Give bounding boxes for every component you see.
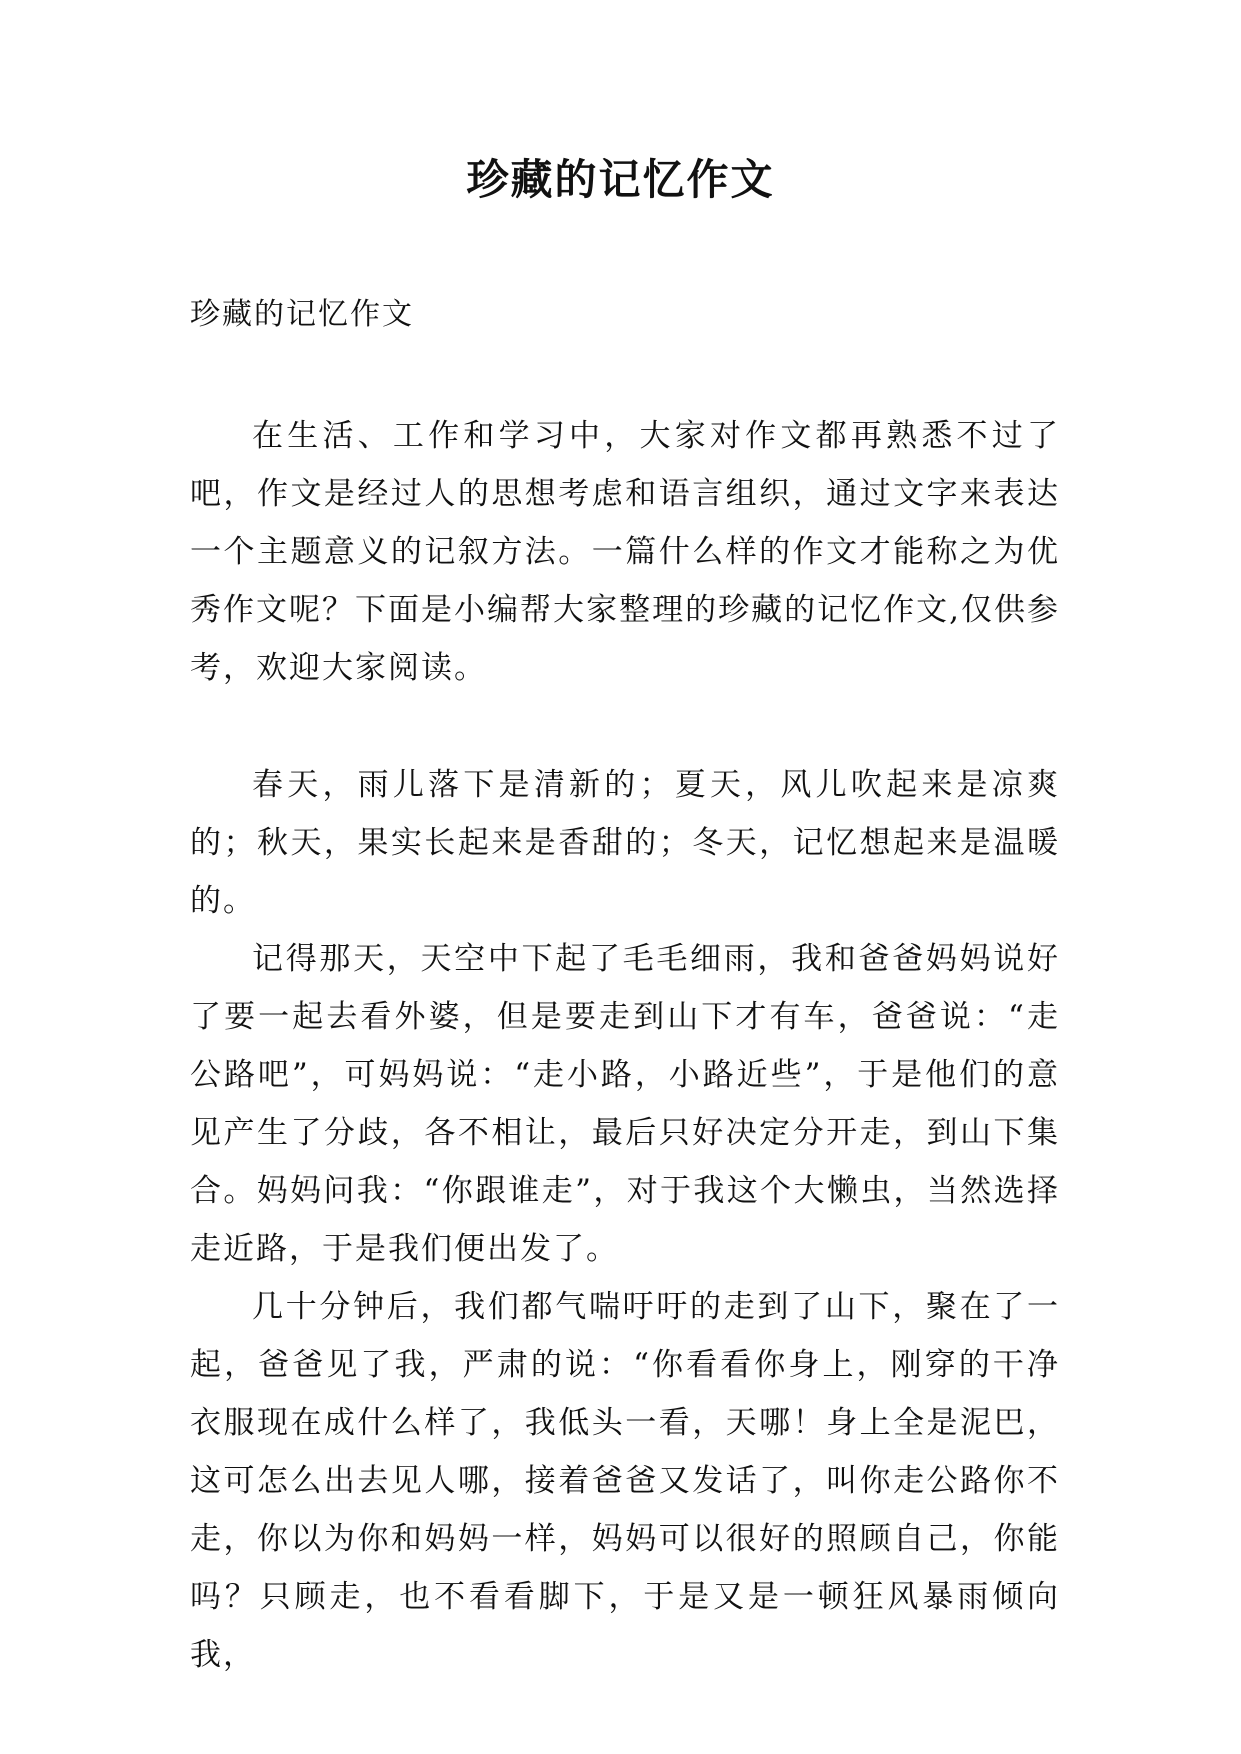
paragraph-intro: 在生活、工作和学习中，大家对作文都再熟悉不过了吧，作文是经过人的思想考虑和语言组织，通过文字来表达一个主题意义的记叙方法。一篇什么样的作文才能称之为优秀作文呢？下面是小编帮大家整理的珍藏的记忆作文,仅供参考，欢迎大家阅读。 [190,418,1060,686]
paragraph-memory: 记得那天，天空中下起了毛毛细雨，我和爸爸妈妈说好了要一起去看外婆，但是要走到山下才有车，爸爸说：“走公路吧”，可妈妈说：“走小路，小路近些”，于是他们的意见产生了分歧，各不相让，最后只好决定分开走，到山下集合。妈妈问我：“你跟谁走”，对于我这个大懒虫，当然选择走近路，于是我们便出发了。 [190,941,1060,1267]
paragraph-seasons: 春天，雨儿落下是清新的；夏天，风儿吹起来是凉爽的；秋天，果实长起来是香甜的；冬天，记忆想起来是温暖的。 [190,767,1060,919]
story-section [190,756,1060,1684]
document-title: 珍藏的记忆作文 [466,155,775,204]
intro-section [190,407,1060,697]
paragraph-arrival: 几十分钟后，我们都气喘吁吁的走到了山下，聚在了一起，爸爸见了我，严肃的说：“你看看你身上，刚穿的干净衣服现在成什么样了，我低头一看，天哪！身上全是泥巴，这可怎么出去见人哪，接着爸爸又发话了，叫你走公路你不走，你以为你和妈妈一样，妈妈可以很好的照顾自己，你能吗？只顾走，也不看看脚下，于是又是一顿狂风暴雨倾向我， [190,1289,1060,1673]
document-subtitle: 珍藏的记忆作文 [190,297,414,332]
